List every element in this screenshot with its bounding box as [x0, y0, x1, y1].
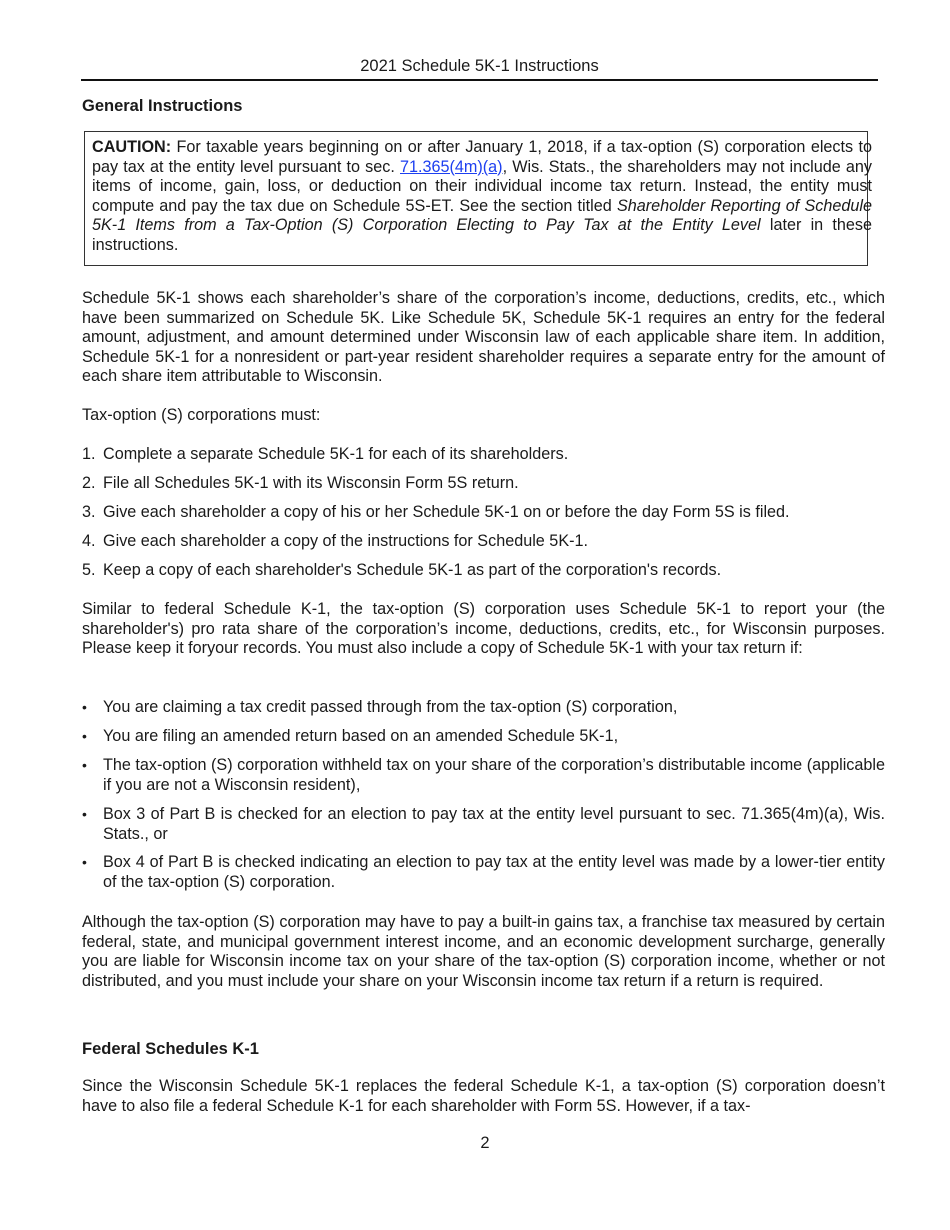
- list-item-text: Box 3 of Part B is checked for an election to pay tax at the entity level pursuant to sec. 71.365(4m)(a), Wis. Stats., or: [103, 805, 885, 843]
- numbered-list-item: [82, 503, 885, 523]
- caution-text: [92, 138, 872, 256]
- paragraph-federal-k1: Since the Wisconsin Schedule 5K-1 replaces the federal Schedule K-1, a tax-option (S) corporation doesn’t have to also file a federal Schedule K-1 for each shareholder with Form 5S. However, if a tax-: [82, 1077, 885, 1115]
- bullet-icon: •: [82, 757, 87, 773]
- list-marker: 5.: [82, 561, 96, 579]
- caution-text-end: later in these instructions.: [92, 216, 872, 254]
- section-heading-federal-schedules: Federal Schedules K-1: [82, 1040, 259, 1058]
- list-item-text: You are claiming a tax credit passed through from the tax-option (S) corporation,: [103, 698, 678, 716]
- list-marker: 3.: [82, 503, 96, 521]
- numbered-list-item: [82, 561, 885, 581]
- numbered-list-item: [82, 474, 885, 494]
- caution-text-part-2: , Wis. Stats., the shareholders may not include any items of income, gain, loss, or deduction on their individual income tax return. Instead, the entity must compute and pay the tax due on Schedule 5S-ET. See the section titled: [92, 157, 872, 215]
- list-marker: 2.: [82, 474, 96, 492]
- bullet-list-item: [82, 727, 885, 747]
- paragraph-similar-to-federal: Similar to federal Schedule K-1, the tax-option (S) corporation uses Schedule 5K-1 to report your (the shareholder's) pro rata share of the corporation’s income, deductions, credits, etc., for Wisconsin purposes. Please keep it foryour records. You must also include a copy of Schedule 5K-1 with your tax return if:: [82, 600, 885, 658]
- caution-box: [84, 131, 872, 266]
- list-item-text: You are filing an amended return based on an amended Schedule 5K-1,: [103, 727, 619, 745]
- list-item-text: Complete a separate Schedule 5K-1 for each of its shareholders.: [103, 445, 569, 463]
- list-item-text: Keep a copy of each shareholder's Schedule 5K-1 as part of the corporation's records.: [103, 561, 722, 579]
- page-header-title: 2021 Schedule 5K-1 Instructions: [360, 57, 599, 75]
- numbered-list-item: [82, 532, 885, 552]
- bullet-icon: •: [82, 854, 87, 870]
- bullet-icon: •: [82, 806, 87, 822]
- bullet-list-item: [82, 756, 885, 795]
- paragraph-schedule-overview: Schedule 5K-1 shows each shareholder’s share of the corporation’s income, deductions, credits, etc., which have been summarized on Schedule 5K. Like Schedule 5K, Schedule 5K-1 requires an entry for the federal amount, adjustment, and amount determined under Wisconsin law of each applicable share item. In addition, Schedule 5K-1 for a nonresident or part-year resident shareholder requires a separate entry for the amount of each share item attributable to Wisconsin.: [82, 289, 885, 386]
- bullet-list-item: [82, 698, 885, 718]
- bullet-icon: •: [82, 699, 87, 715]
- paragraph-built-in-gains: Although the tax-option (S) corporation may have to pay a built-in gains tax, a franchise tax measured by certain federal, state, and municipal government interest income, and an economic development surcharge, generally you are liable for Wisconsin income tax on your share of the tax-option (S) corporation income, whether or not distributed, and you must include your share on your Wisconsin income tax return if a return is required.: [82, 913, 885, 990]
- list-marker: 1.: [82, 445, 96, 463]
- list-item-text: Box 4 of Part B is checked indicating an election to pay tax at the entity level was made by a lower-tier entity of the tax-option (S) corporation.: [103, 853, 885, 891]
- list-item-text: Give each shareholder a copy of the instructions for Schedule 5K-1.: [103, 532, 589, 550]
- caution-label: CAUTION:: [92, 138, 172, 156]
- header-rule: [81, 79, 878, 81]
- paragraph-corporations-must: Tax-option (S) corporations must:: [82, 406, 321, 424]
- bullet-list-item: [82, 853, 885, 892]
- numbered-list-item: [82, 445, 885, 465]
- statute-link[interactable]: 71.365(4m)(a): [400, 157, 503, 176]
- section-heading-general-instructions: General Instructions: [82, 97, 243, 115]
- bullet-list-item: [82, 805, 885, 844]
- list-item-text: Give each shareholder a copy of his or her Schedule 5K-1 on or before the day Form 5S is filed.: [103, 503, 790, 521]
- list-item-text: File all Schedules 5K-1 with its Wisconsin Form 5S return.: [103, 474, 519, 492]
- list-item-text: The tax-option (S) corporation withheld tax on your share of the corporation’s distributable income (applicable if you are not a Wisconsin resident),: [103, 756, 885, 794]
- page-number: 2: [480, 1134, 490, 1152]
- caution-section-title: Shareholder Reporting of Schedule 5K-1 Items from a Tax-Option (S) Corporation Electing to Pay Tax at the Entity Level: [92, 196, 872, 235]
- list-marker: 4.: [82, 532, 96, 550]
- bullet-icon: •: [82, 728, 87, 744]
- caution-text-part-1: For taxable years beginning on or after January 1, 2018, if a tax-option (S) corporation elects to pay tax at the entity level pursuant to sec.: [92, 138, 872, 176]
